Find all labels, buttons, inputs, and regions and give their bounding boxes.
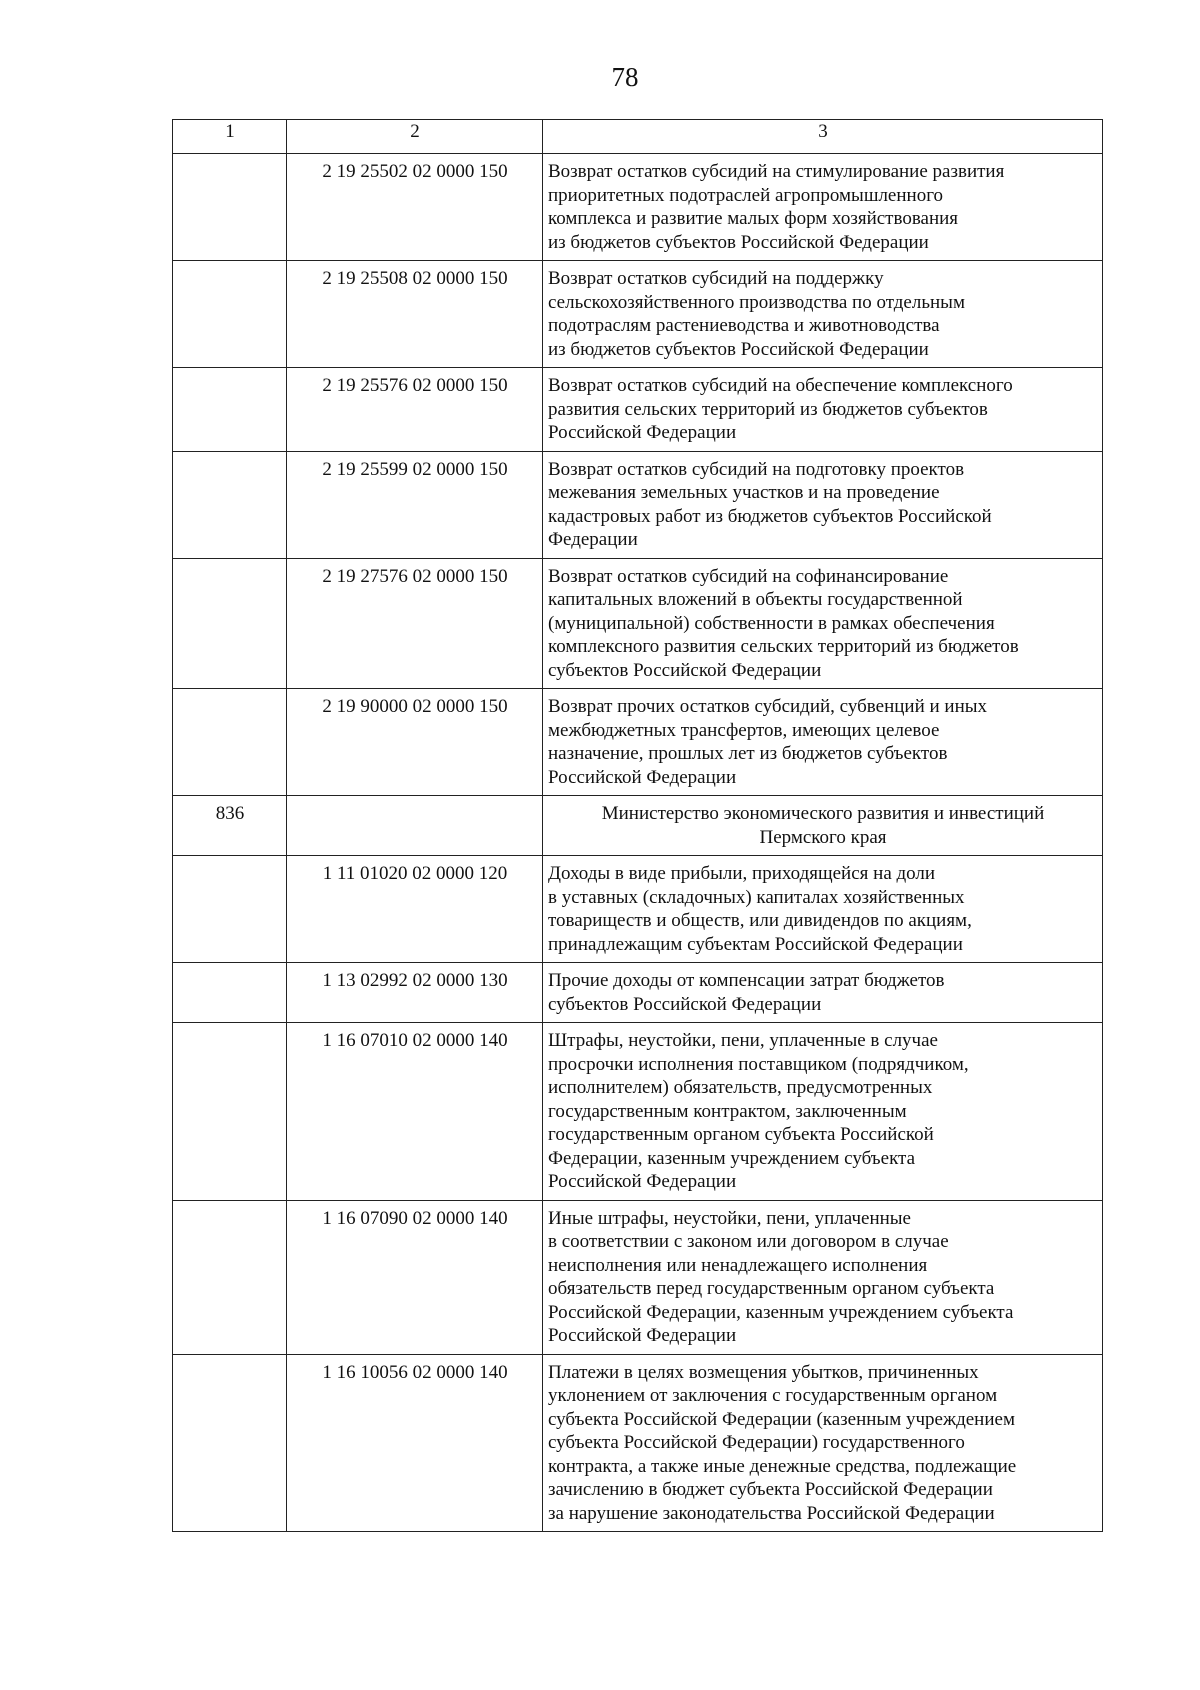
budget-classification-table [172,119,1103,1532]
revenue-description-cell: Возврат остатков субсидий на софинансирование капитальных вложений в объекты государственной (муниципальной) собственности в рамках обеспечения комплексного развития сельских территорий из бюджетов субъектов Российской Федерации [543,558,1103,689]
table-row [173,368,1103,452]
revenue-description-cell: Платежи в целях возмещения убытков, причиненных уклонением от заключения с государственным органом субъекта Российской Федерации (казенным учреждением субъекта Российской Федерации) государственного контракта, а также иные денежные средства, подлежащие зачислению в бюджет субъекта Российской Федерации за нарушение законодательства Российской Федерации [543,1354,1103,1532]
ministry-row [173,796,1103,856]
admin-code-cell [173,558,287,689]
table-row [173,689,1103,796]
revenue-code-cell: 1 13 02992 02 0000 130 [287,963,543,1023]
revenue-description-cell: Возврат остатков субсидий на поддержку сельскохозяйственного производства по отдельным подотраслям растениеводства и животноводства из бюджетов субъектов Российской Федерации [543,261,1103,368]
revenue-code-cell: 2 19 25508 02 0000 150 [287,261,543,368]
table-row [173,963,1103,1023]
revenue-code-cell: 1 16 07090 02 0000 140 [287,1200,543,1354]
revenue-description-cell: Иные штрафы, неустойки, пени, уплаченные в соответствии с законом или договором в случае неисполнения или ненадлежащего исполнения обязательств перед государственным органом субъекта Российской Федерации, казенным учреждением субъекта Российской Федерации [543,1200,1103,1354]
revenue-code-cell: 1 11 01020 02 0000 120 [287,856,543,963]
column-header-2: 2 [287,120,543,154]
revenue-description-cell: Возврат остатков субсидий на подготовку проектов межевания земельных участков и на проведение кадастровых работ из бюджетов субъектов Российской Федерации [543,451,1103,558]
admin-code-cell [173,856,287,963]
revenue-code-cell: 2 19 25576 02 0000 150 [287,368,543,452]
admin-code-cell [173,451,287,558]
revenue-code-cell: 1 16 10056 02 0000 140 [287,1354,543,1532]
revenue-code-cell: 2 19 27576 02 0000 150 [287,558,543,689]
revenue-description-cell: Возврат прочих остатков субсидий, субвенций и иных межбюджетных трансфертов, имеющих целевое назначение, прошлых лет из бюджетов субъектов Российской Федерации [543,689,1103,796]
page-number: 78 [611,62,639,92]
admin-code-cell: 836 [173,796,287,856]
revenue-code-cell [287,796,543,856]
admin-code-cell [173,689,287,796]
revenue-code-cell: 2 19 90000 02 0000 150 [287,689,543,796]
ministry-title-cell: Министерство экономического развития и инвестиций Пермского края [543,796,1103,856]
revenue-description-cell: Доходы в виде прибыли, приходящейся на доли в уставных (складочных) капиталах хозяйственных товариществ и обществ, или дивидендов по акциям, принадлежащим субъектам Российской Федерации [543,856,1103,963]
table-row [173,1023,1103,1201]
revenue-description-cell: Возврат остатков субсидий на стимулирование развития приоритетных подотраслей агропромышленного комплекса и развитие малых форм хозяйствования из бюджетов субъектов Российской Федерации [543,154,1103,261]
admin-code-cell [173,1354,287,1532]
admin-code-cell [173,963,287,1023]
revenue-code-cell: 2 19 25599 02 0000 150 [287,451,543,558]
revenue-code-cell: 2 19 25502 02 0000 150 [287,154,543,261]
table-header-row [173,120,1103,154]
admin-code-cell [173,368,287,452]
admin-code-cell [173,261,287,368]
table-row [173,154,1103,261]
admin-code-cell [173,154,287,261]
revenue-code-cell: 1 16 07010 02 0000 140 [287,1023,543,1201]
admin-code-cell [173,1200,287,1354]
table-row [173,1354,1103,1532]
revenue-description-cell: Прочие доходы от компенсации затрат бюджетов субъектов Российской Федерации [543,963,1103,1023]
table-row [173,451,1103,558]
revenue-description-cell: Штрафы, неустойки, пени, уплаченные в случае просрочки исполнения поставщиком (подрядчиком, исполнителем) обязательств, предусмотренных государственным контрактом, заключенным государственным органом субъекта Российской Федерации, казенным учреждением субъекта Российской Федерации [543,1023,1103,1201]
table-row [173,1200,1103,1354]
column-header-1: 1 [173,120,287,154]
table-row [173,558,1103,689]
column-header-3: 3 [543,120,1103,154]
admin-code-cell [173,1023,287,1201]
revenue-description-cell: Возврат остатков субсидий на обеспечение комплексного развития сельских территорий из бюджетов субъектов Российской Федерации [543,368,1103,452]
table-row [173,856,1103,963]
table-row [173,261,1103,368]
